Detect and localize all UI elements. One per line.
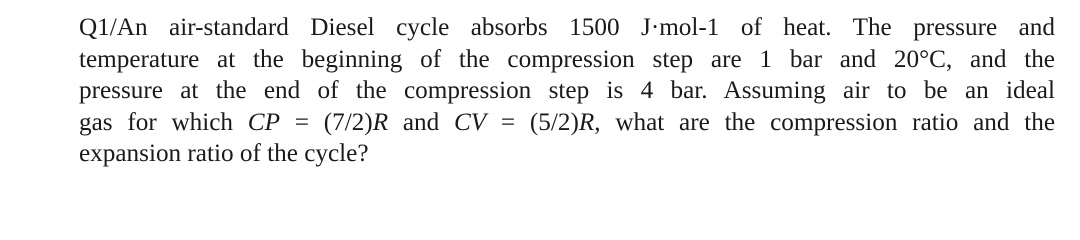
line4-text-5: , what are the compression ratio and the [594,108,1056,136]
question-line-2: temperature at the beginning of the compression step are 1 bar and 20°C, and the [79,45,1055,73]
cv-symbol: CV [453,108,487,136]
question-line-5: expansion ratio of the cycle? [79,140,369,167]
cp-symbol: CP [247,108,280,136]
line4-text-3: and [388,108,454,136]
line4-text-1: gas for which [79,108,248,136]
question-text [79,12,1055,170]
question-line-3: pressure at the end of the compression step is 4 bar. Assuming air to be an ideal [79,77,1055,104]
line4-text-2: = (7/2) [279,108,373,136]
r-symbol-2: R [578,108,595,136]
question-line-4 [79,107,1055,139]
line4-text-4: = (5/2) [486,108,579,136]
r-symbol-1: R [372,108,389,136]
question-line-1: Q1/An air-standard Diesel cycle absorbs 1500 J·mol-1 of heat. The pressure and [79,14,1055,41]
